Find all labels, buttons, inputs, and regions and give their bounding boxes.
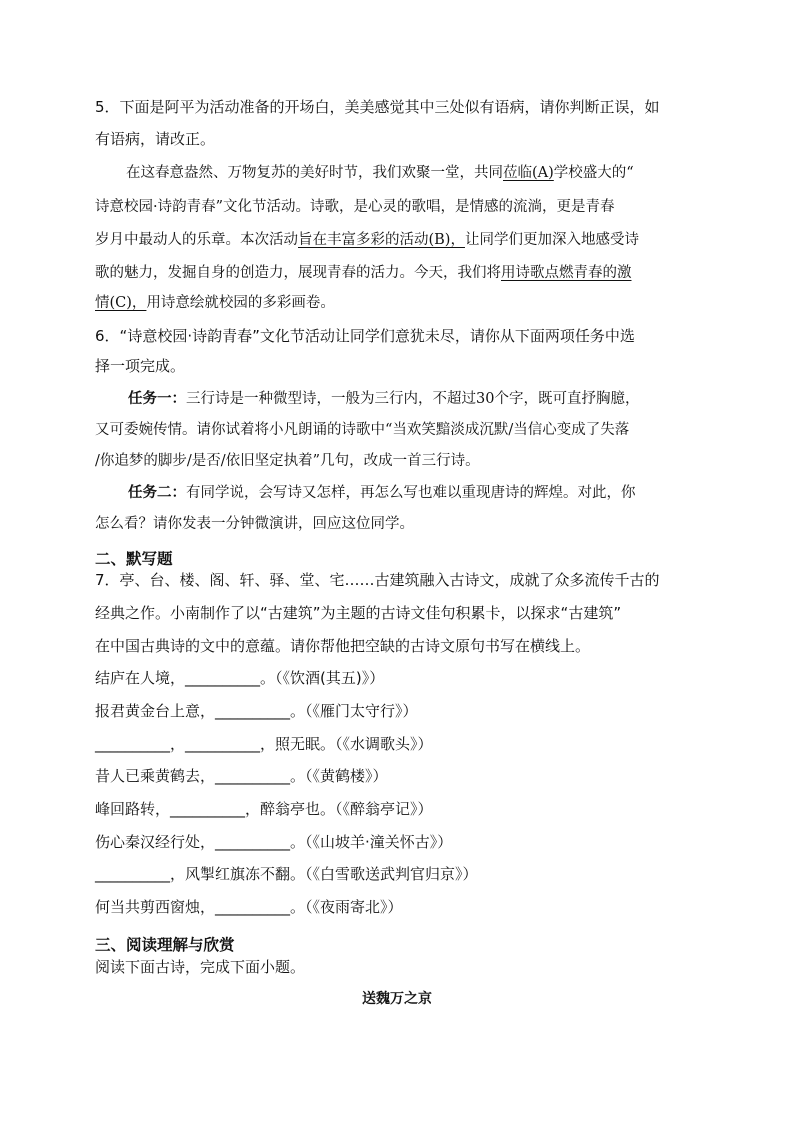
task2-text: 有同学说，会写诗又怎样，再怎么写也难以重现唐诗的辉煌。对此，你: [186, 485, 636, 501]
task2-label: 任务二：: [128, 484, 186, 501]
task2-line2: 怎么看？请你发表一分钟微演讲，回应这位同学。: [95, 516, 414, 532]
mark-c-part1: 用诗歌点燃青春的激: [501, 265, 632, 281]
q5-passage-line4: [95, 263, 632, 283]
fill-item-1: 结庐在人境，__________。（《饮酒(其五)》）: [95, 669, 385, 687]
q6-line1: 6．“诗意校园·诗韵青春”文化节活动让同学们意犹未尽，请你从下面两项任务中选: [95, 327, 635, 345]
fill-item-3: __________，__________，照无眠。（《水调歌头》）: [95, 735, 433, 753]
mark-c-part2: 情(C)，: [95, 295, 147, 311]
task1-line1: [128, 389, 639, 409]
q7-line3: 在中国古典诗的文中的意蕴。请你帮他把空缺的古诗文原句书写在横线上。: [95, 637, 591, 655]
fill-item-2: 报君黄金台上意，__________。（《雁门太守行》）: [95, 702, 418, 720]
fill-item-6: 伤心秦汉经行处，__________。（《山坡羊·潼关怀古》）: [95, 833, 453, 851]
task1-label: 任务一：: [128, 390, 186, 407]
passage-text: 岁月中最动人的乐章。本次活动: [95, 232, 298, 248]
passage-text: 歌的魅力，发掘自身的创造力，展现青春的活力。今天，我们将: [95, 265, 501, 281]
q5-line2: 有语病，请改正。: [95, 130, 216, 148]
passage-text: 在这春意盎然、万物复苏的美好时节，我们欢聚一堂，共同: [126, 165, 503, 181]
task1-line2: 又可委婉传情。请你试着将小凡朗诵的诗歌中“当欢笑黯淡成沉默/当信心变成了失落: [95, 422, 630, 438]
q7-line1: 7．亭、台、楼、阁、轩、驿、堂、宅……古建筑融入古诗文，成就了众多流传千古的: [95, 571, 660, 589]
section3-heading: 三、阅读理解与欣赏: [95, 936, 235, 954]
task2-line1: [128, 483, 636, 503]
fill-item-8: 何当共剪西窗烛，__________。（《夜雨寄北》）: [95, 898, 403, 916]
fill-item-7: __________，风掣红旗冻不翻。（《白雪歌送武判官归京》）: [95, 865, 478, 883]
q5-passage-line1: [126, 163, 634, 183]
q5-passage-line3: [95, 230, 639, 250]
mark-a: 莅临(A): [503, 165, 554, 181]
q5-passage-line2: 诗意校园·诗韵青春”文化节活动。诗歌，是心灵的歌唱，是情感的流淌，更是青春: [95, 199, 615, 215]
fill-item-4: 昔人已乘黄鹤去，__________。（《黄鹤楼》）: [95, 767, 388, 785]
passage-text: 学校盛大的“: [553, 165, 634, 181]
section2-heading: 二、默写题: [95, 550, 173, 568]
mark-b: 旨在丰富多彩的活动(B)，: [298, 232, 465, 248]
q5-line1: 5．下面是阿平为活动准备的开场白，美美感觉其中三处似有语病，请你判断正误，如: [95, 98, 660, 116]
fill-item-5: 峰回路转，__________，醉翁亭也。（《醉翁亭记》）: [95, 800, 433, 818]
q6-line2: 择一项完成。: [95, 357, 186, 375]
section3-intro: 阅读下面古诗，完成下面小题。: [95, 958, 306, 976]
passage-text: 让同学们更加深入地感受诗: [464, 232, 639, 248]
poem-title: 送魏万之京: [362, 991, 432, 1007]
q7-line2: 经典之作。小南制作了以“古建筑”为主题的古诗文佳句积累卡，以探求“古建筑”: [95, 604, 622, 622]
passage-text: 用诗意绘就校园的多彩画卷。: [146, 295, 335, 311]
task1-line3: /你追梦的脚步/是否/依旧坚定执着”几句，改成一首三行诗。: [95, 453, 480, 469]
q5-passage-line5: [95, 293, 335, 313]
task1-text: 三行诗是一种微型诗，一般为三行内，不超过30个字，既可直抒胸臆，: [186, 391, 640, 407]
